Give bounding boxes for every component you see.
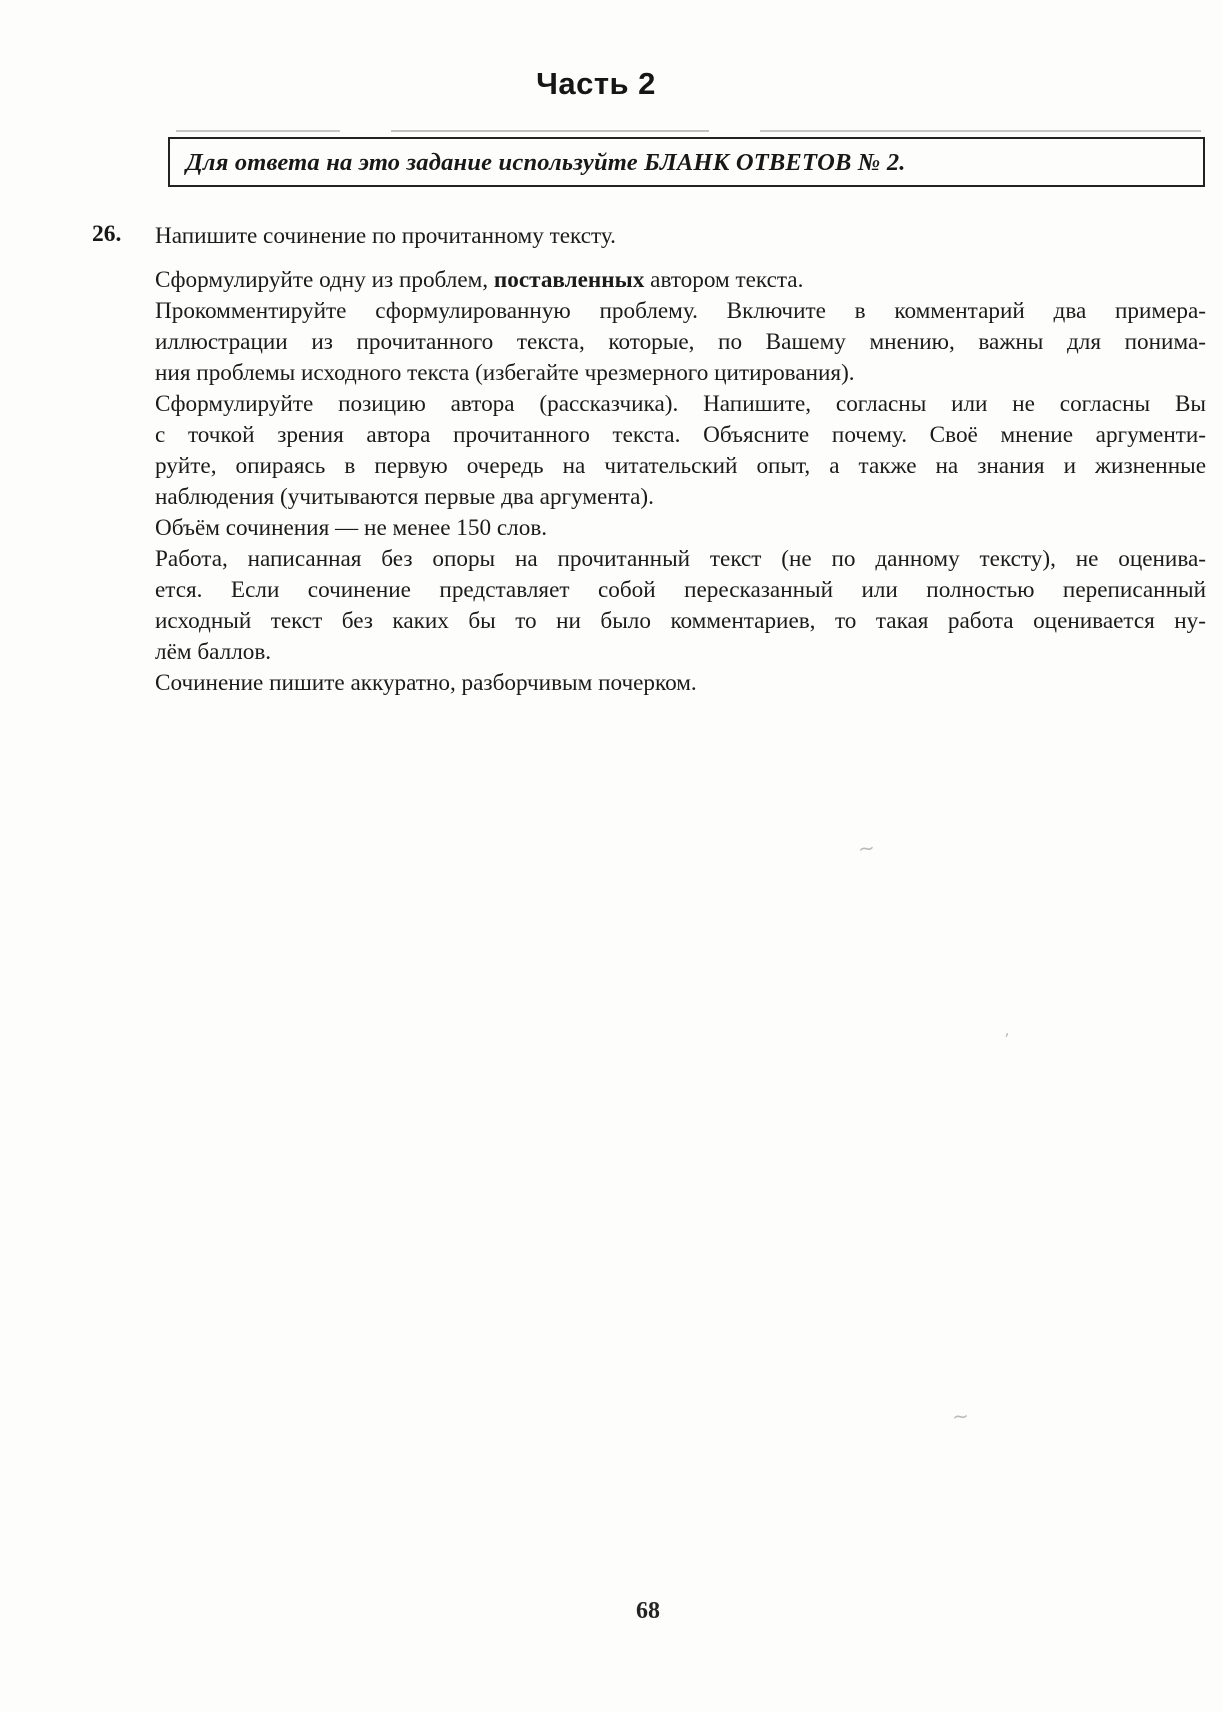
page-title: Часть 2 (536, 66, 656, 101)
task-line (155, 544, 1206, 575)
answer-sheet-notice-box (168, 137, 1205, 187)
task-line (155, 482, 1206, 513)
task-line-segment: ется. Если сочинение представляет собой пересказанный или полностью переписанный (155, 577, 1206, 603)
task-line (155, 265, 1206, 296)
task-line (155, 358, 1206, 389)
task-line (155, 327, 1206, 358)
page-number: 68 (636, 1598, 660, 1624)
task-line-segment: руйте, опираясь в первую очередь на читательский опыт, а также на знания и жизненные (155, 453, 1206, 479)
task-line (155, 513, 1206, 544)
task-line-segment: иллюстрации из прочитанного текста, которые, по Вашему мнению, важны для понима- (155, 329, 1206, 355)
task-body (155, 221, 1206, 699)
task-line-segment: Сформулируйте одну из проблем, (155, 267, 494, 293)
task-line (155, 637, 1206, 668)
task-line-segment: лём баллов. (155, 639, 272, 665)
task-line (155, 451, 1206, 482)
task-line-segment: исходный текст без каких бы то ни было комментариев, то такая работа оценивается ну- (155, 608, 1206, 634)
task-line-segment: Объём сочинения — не менее 150 слов. (155, 515, 548, 541)
scan-artifact: ~ (856, 835, 876, 861)
task-line-segment: ния проблемы исходного текста (избегайте чрезмерного цитирования). (155, 360, 855, 386)
task-line-segment: Прокомментируйте сформулированную проблему. Включите в комментарий два примера- (155, 298, 1206, 324)
scan-artifact: ~ (951, 1403, 970, 1429)
scan-artifact: ʼ (1003, 1029, 1010, 1050)
task-line-segment: Сформулируйте позицию автора (рассказчика). Напишите, согласны или не согласны Вы (155, 391, 1206, 417)
task-line-segment: наблюдения (учитываются первые два аргумента). (155, 484, 654, 510)
task-number: 26. (92, 221, 122, 247)
task-line (155, 296, 1206, 327)
task-line-segment: автором текста. (644, 267, 804, 293)
task-line (155, 221, 1206, 252)
task-line (155, 389, 1206, 420)
task-line-bold-segment: поставленных (493, 267, 645, 293)
task-line-segment: Сочинение пишите аккуратно, разборчивым почерком. (155, 670, 697, 696)
task-line (155, 668, 1206, 699)
scan-artifact-line (176, 130, 1201, 132)
task-line-segment: Напишите сочинение по прочитанному тексту. (155, 223, 616, 249)
task-line (155, 420, 1206, 451)
task-line (155, 575, 1206, 606)
task-line-segment: Работа, написанная без опоры на прочитанный текст (не по данному тексту), не оценива- (155, 546, 1206, 572)
answer-sheet-notice-text: Для ответа на это задание используйте БЛАНК ОТВЕТОВ № 2. (186, 149, 906, 176)
task-line-segment: с точкой зрения автора прочитанного текста. Объясните почему. Своё мнение аргументи- (155, 422, 1206, 448)
task-line (155, 606, 1206, 637)
